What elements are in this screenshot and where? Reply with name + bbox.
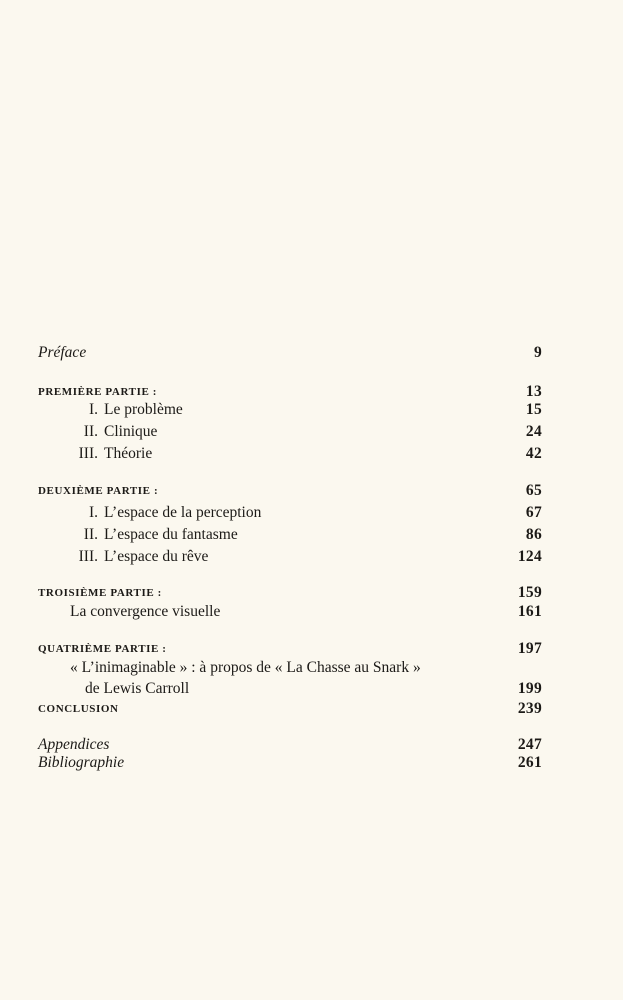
- toc-part2-ch3-num: III.: [78, 548, 98, 565]
- toc-part2-ch1: [38, 502, 542, 524]
- toc-part1-ch1-title: Le problème: [104, 401, 183, 418]
- toc-bibliographie-page: 261: [517, 754, 542, 771]
- toc-appendices-label: Appendices: [38, 736, 110, 753]
- toc-part4-ch1-title-line1: « L’inimaginable » : à propos de « La Chasse au Snark »: [70, 659, 421, 676]
- toc-part2-ch1-num: I.: [88, 504, 98, 521]
- toc-part1-ch2: [38, 421, 542, 443]
- toc-part1-ch3: [38, 443, 542, 465]
- toc-part4-ch1-line1: [38, 657, 542, 679]
- toc-part2-ch2-page: 86: [525, 526, 542, 543]
- toc-part4-ch1-page: 199: [517, 680, 542, 697]
- toc-conclusion-page: 239: [517, 700, 542, 717]
- toc-part2-heading: [38, 480, 542, 502]
- toc-part1-ch2-num: II.: [83, 423, 98, 440]
- toc-appendices-page: 247: [517, 736, 542, 753]
- toc-part3-ch1-page: 161: [517, 603, 542, 620]
- toc-bibliographie-label: Bibliographie: [38, 754, 125, 771]
- toc-part2-ch2-num: II.: [83, 526, 98, 543]
- toc-part2-ch3: [38, 546, 542, 568]
- toc-conclusion: [38, 698, 542, 720]
- toc-part2-ch1-title: L’espace de la perception: [104, 504, 262, 521]
- toc-part1-ch1: [38, 399, 542, 421]
- toc-preface-label: Préface: [38, 344, 87, 361]
- toc-part4-page: 197: [517, 640, 542, 657]
- toc-part1-ch3-page: 42: [525, 445, 542, 462]
- toc-part1-ch2-page: 24: [525, 423, 542, 440]
- toc-conclusion-label: CONCLUSION: [38, 703, 119, 715]
- toc-part3-ch1: [38, 601, 542, 623]
- toc-part2-ch1-page: 67: [525, 504, 542, 521]
- toc-part1-label: PREMIÈRE PARTIE :: [38, 386, 158, 398]
- toc-bibliographie: [38, 752, 542, 774]
- toc-part4-ch1-title-line2: de Lewis Carroll: [85, 680, 190, 697]
- toc-part3-page: 159: [517, 584, 542, 601]
- toc-part2-label: DEUXIÈME PARTIE :: [38, 485, 159, 497]
- toc-part1-ch3-title: Théorie: [104, 445, 153, 462]
- toc-part1-ch3-num: III.: [78, 445, 98, 462]
- toc-part2-ch2: [38, 524, 542, 546]
- toc-part2-ch3-page: 124: [517, 548, 542, 565]
- toc-part3-ch1-title: La convergence visuelle: [70, 603, 221, 620]
- toc-part1-ch2-title: Clinique: [104, 423, 158, 440]
- toc-part1-ch1-page: 15: [525, 401, 542, 418]
- table-of-contents: [38, 340, 542, 784]
- toc-part1-ch1-num: I.: [88, 401, 98, 418]
- toc-part2-page: 65: [525, 482, 542, 499]
- toc-part4-ch1-line2: [38, 678, 542, 700]
- toc-part1-page: 13: [525, 383, 542, 400]
- toc-entry-preface: [38, 342, 542, 364]
- toc-part3-label: TROISIÈME PARTIE :: [38, 587, 162, 599]
- toc-preface-page: 9: [533, 344, 542, 361]
- toc-part2-ch2-title: L’espace du fantasme: [104, 526, 238, 543]
- toc-part4-label: QUATRIÈME PARTIE :: [38, 643, 167, 655]
- toc-part2-ch3-title: L’espace du rêve: [104, 548, 209, 565]
